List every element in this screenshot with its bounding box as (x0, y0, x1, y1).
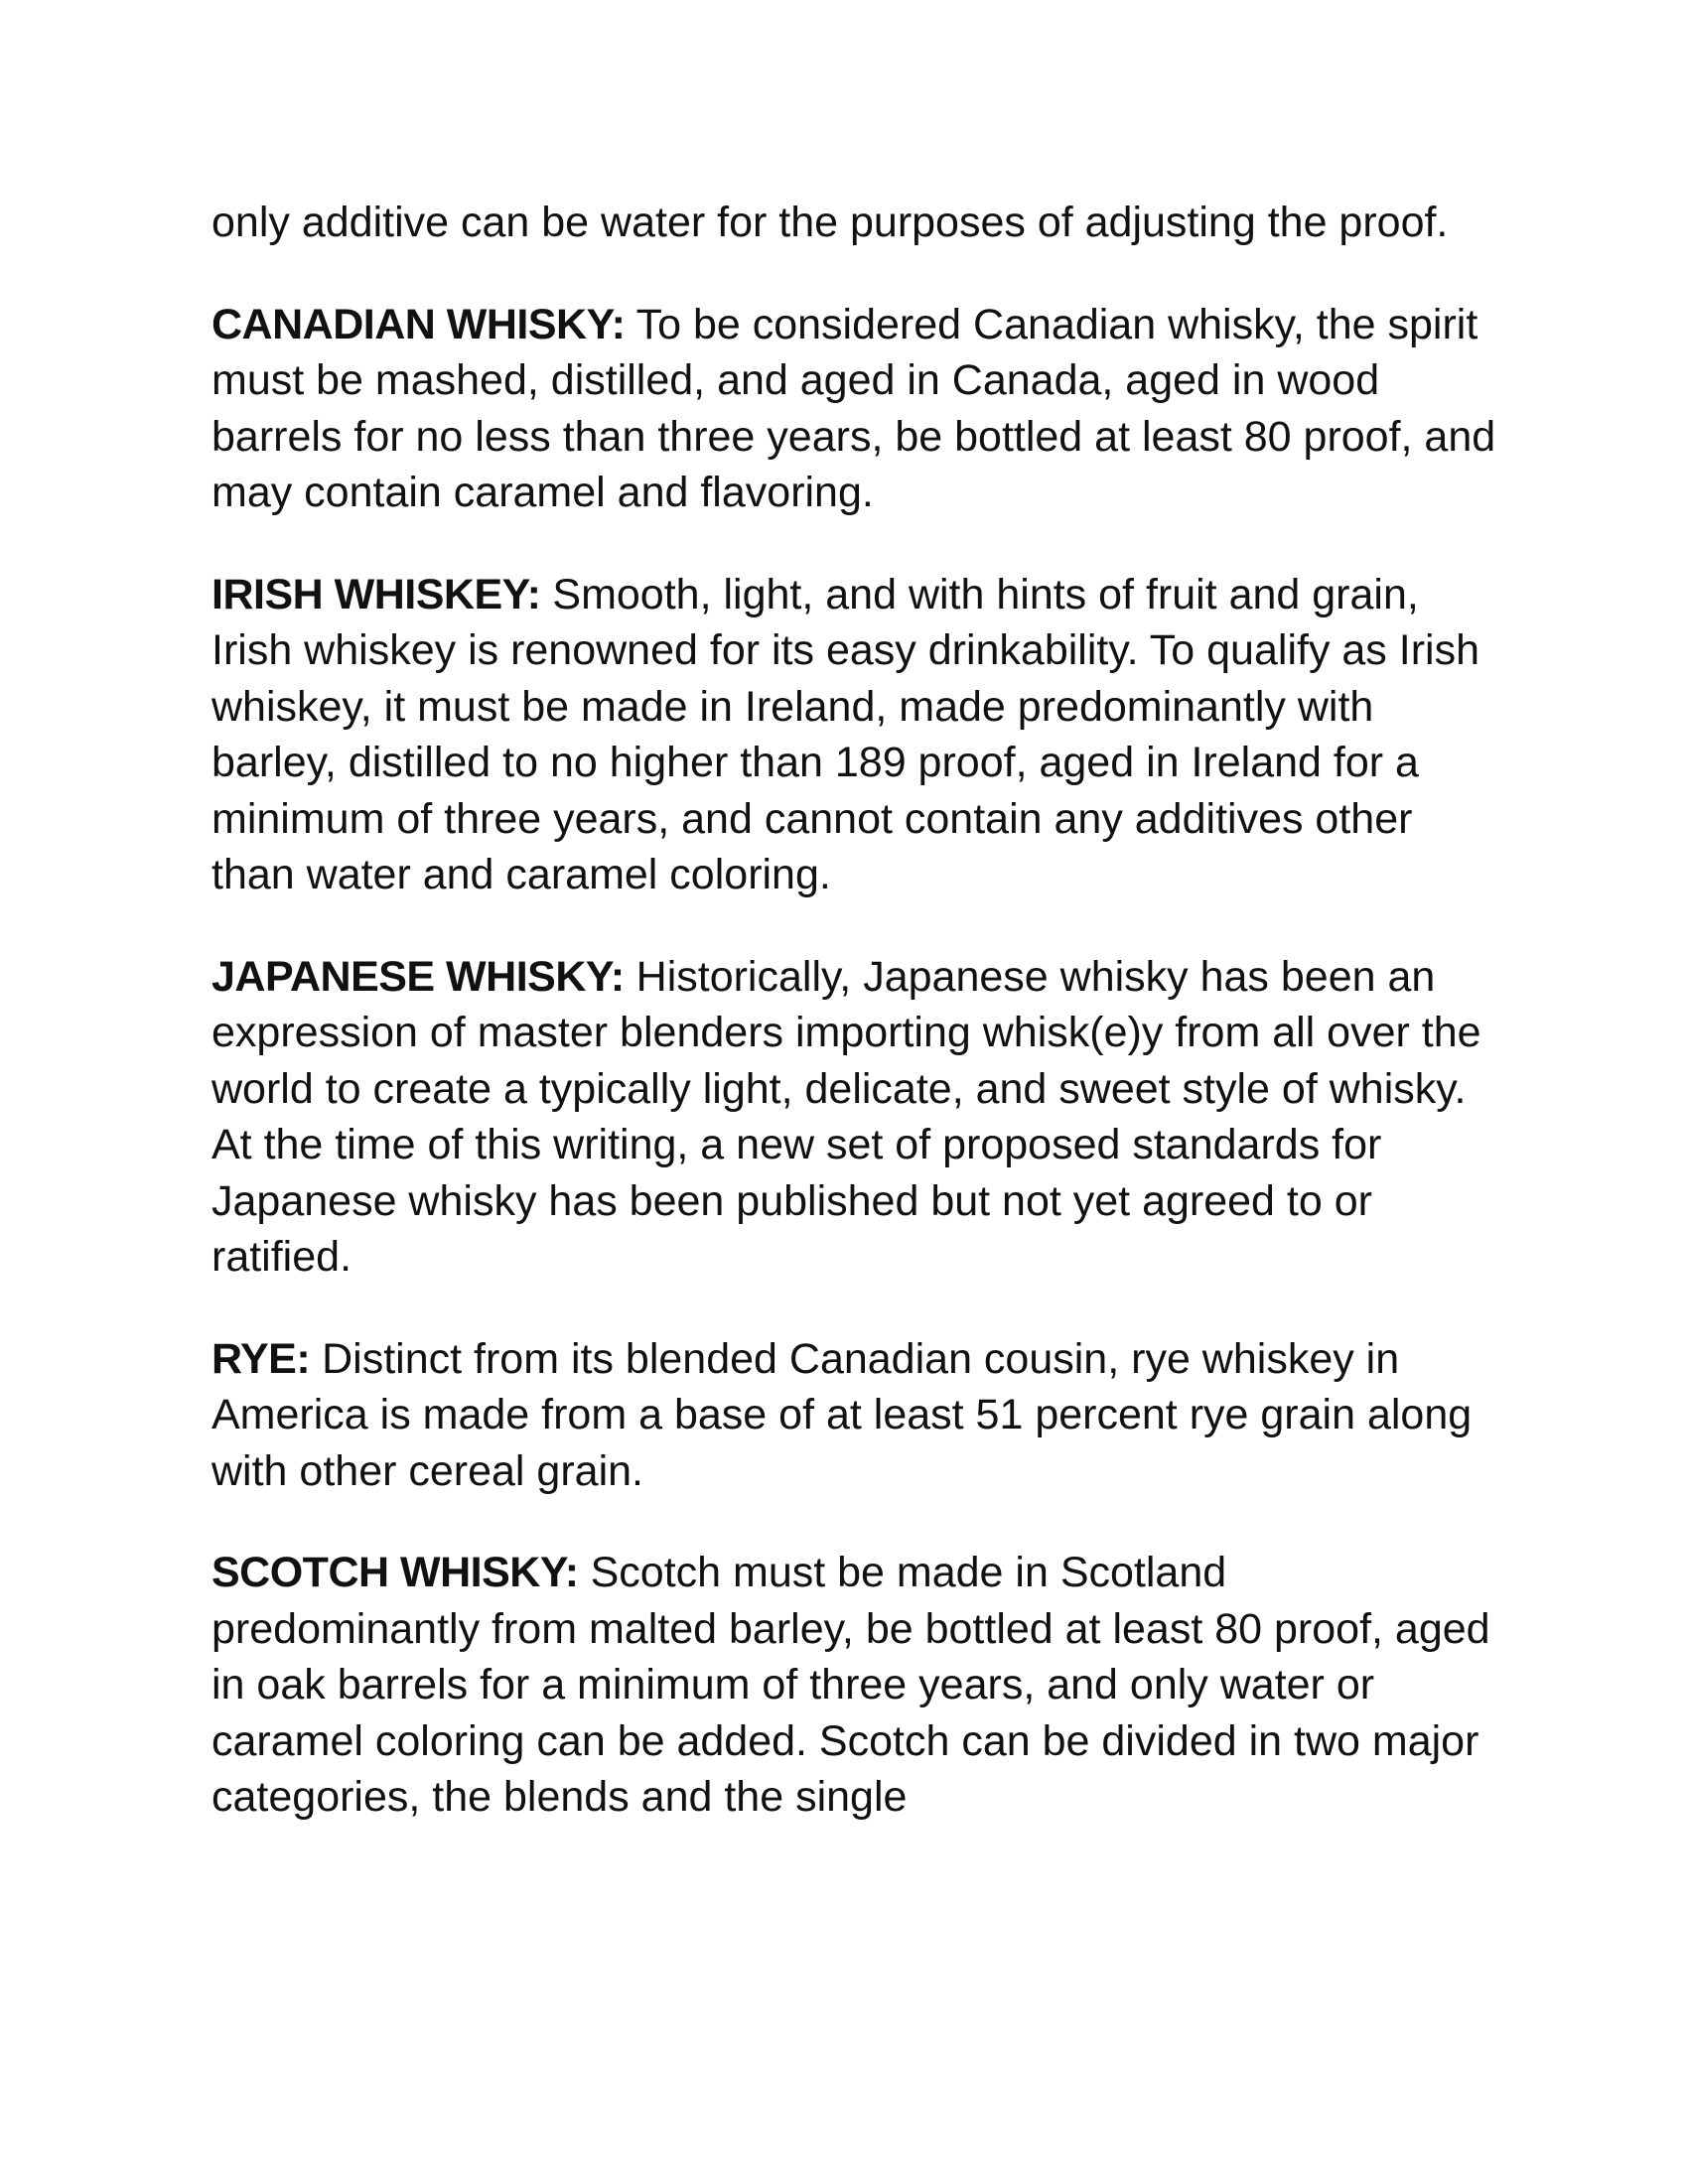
entry-term: CANADIAN WHISKY: (211, 300, 626, 348)
entry-japanese-whisky (211, 949, 1502, 1286)
entry-text: Smooth, light, and with hints of fruit and grain, Irish whiskey is renowned for its easy drinkability. To qualify as Irish whiskey, it must be made in Ireland, made predominantly with barley, distilled to no higher than 189 proof, aged in Ireland for a minimum of three years, and cannot contain any additives other than water and caramel coloring. (211, 570, 1479, 898)
entry-term: RYE: (211, 1334, 311, 1383)
entry-canadian-whisky (211, 297, 1502, 521)
entry-term: SCOTCH WHISKY: (211, 1549, 579, 1596)
entry-text: Scotch must be made in Scotland predominantly from malted barley, be bottled at least 80 proof, aged in oak barrels for a minimum of three years, and only water or caramel coloring can be added. Scotch can be divided in two major categories, the blends and the single (211, 1549, 1490, 1821)
entry-text: Historically, Japanese whisky has been an expression of master blenders importing whisk(e)y from all over the world to create a typically light, delicate, and sweet style of whisky. At the time of this writing, a new set of proposed standards for Japanese whisky has been published but not yet agreed to or ratified. (211, 952, 1481, 1281)
entry-text: To be considered Canadian whisky, the spirit must be mashed, distilled, and aged in Canada, aged in wood barrels for no less than three years, be bottled at least 80 proof, and may contain caramel and flavoring. (211, 300, 1496, 516)
entry-text: Distinct from its blended Canadian cousin, rye whiskey in America is made from a base of at least 51 percent rye grain along with other cereal grain. (211, 1334, 1473, 1495)
entry-irish-whiskey (211, 567, 1502, 903)
entry-rye (211, 1331, 1502, 1500)
entry-term: IRISH WHISKEY: (211, 570, 541, 618)
entry-term: JAPANESE WHISKY: (211, 952, 625, 1001)
intro-paragraph (211, 195, 1502, 251)
document-page (211, 195, 1502, 1871)
entry-scotch-whisky (211, 1545, 1502, 1826)
intro-text: only additive can be water for the purposes of adjusting the proof. (211, 199, 1449, 246)
